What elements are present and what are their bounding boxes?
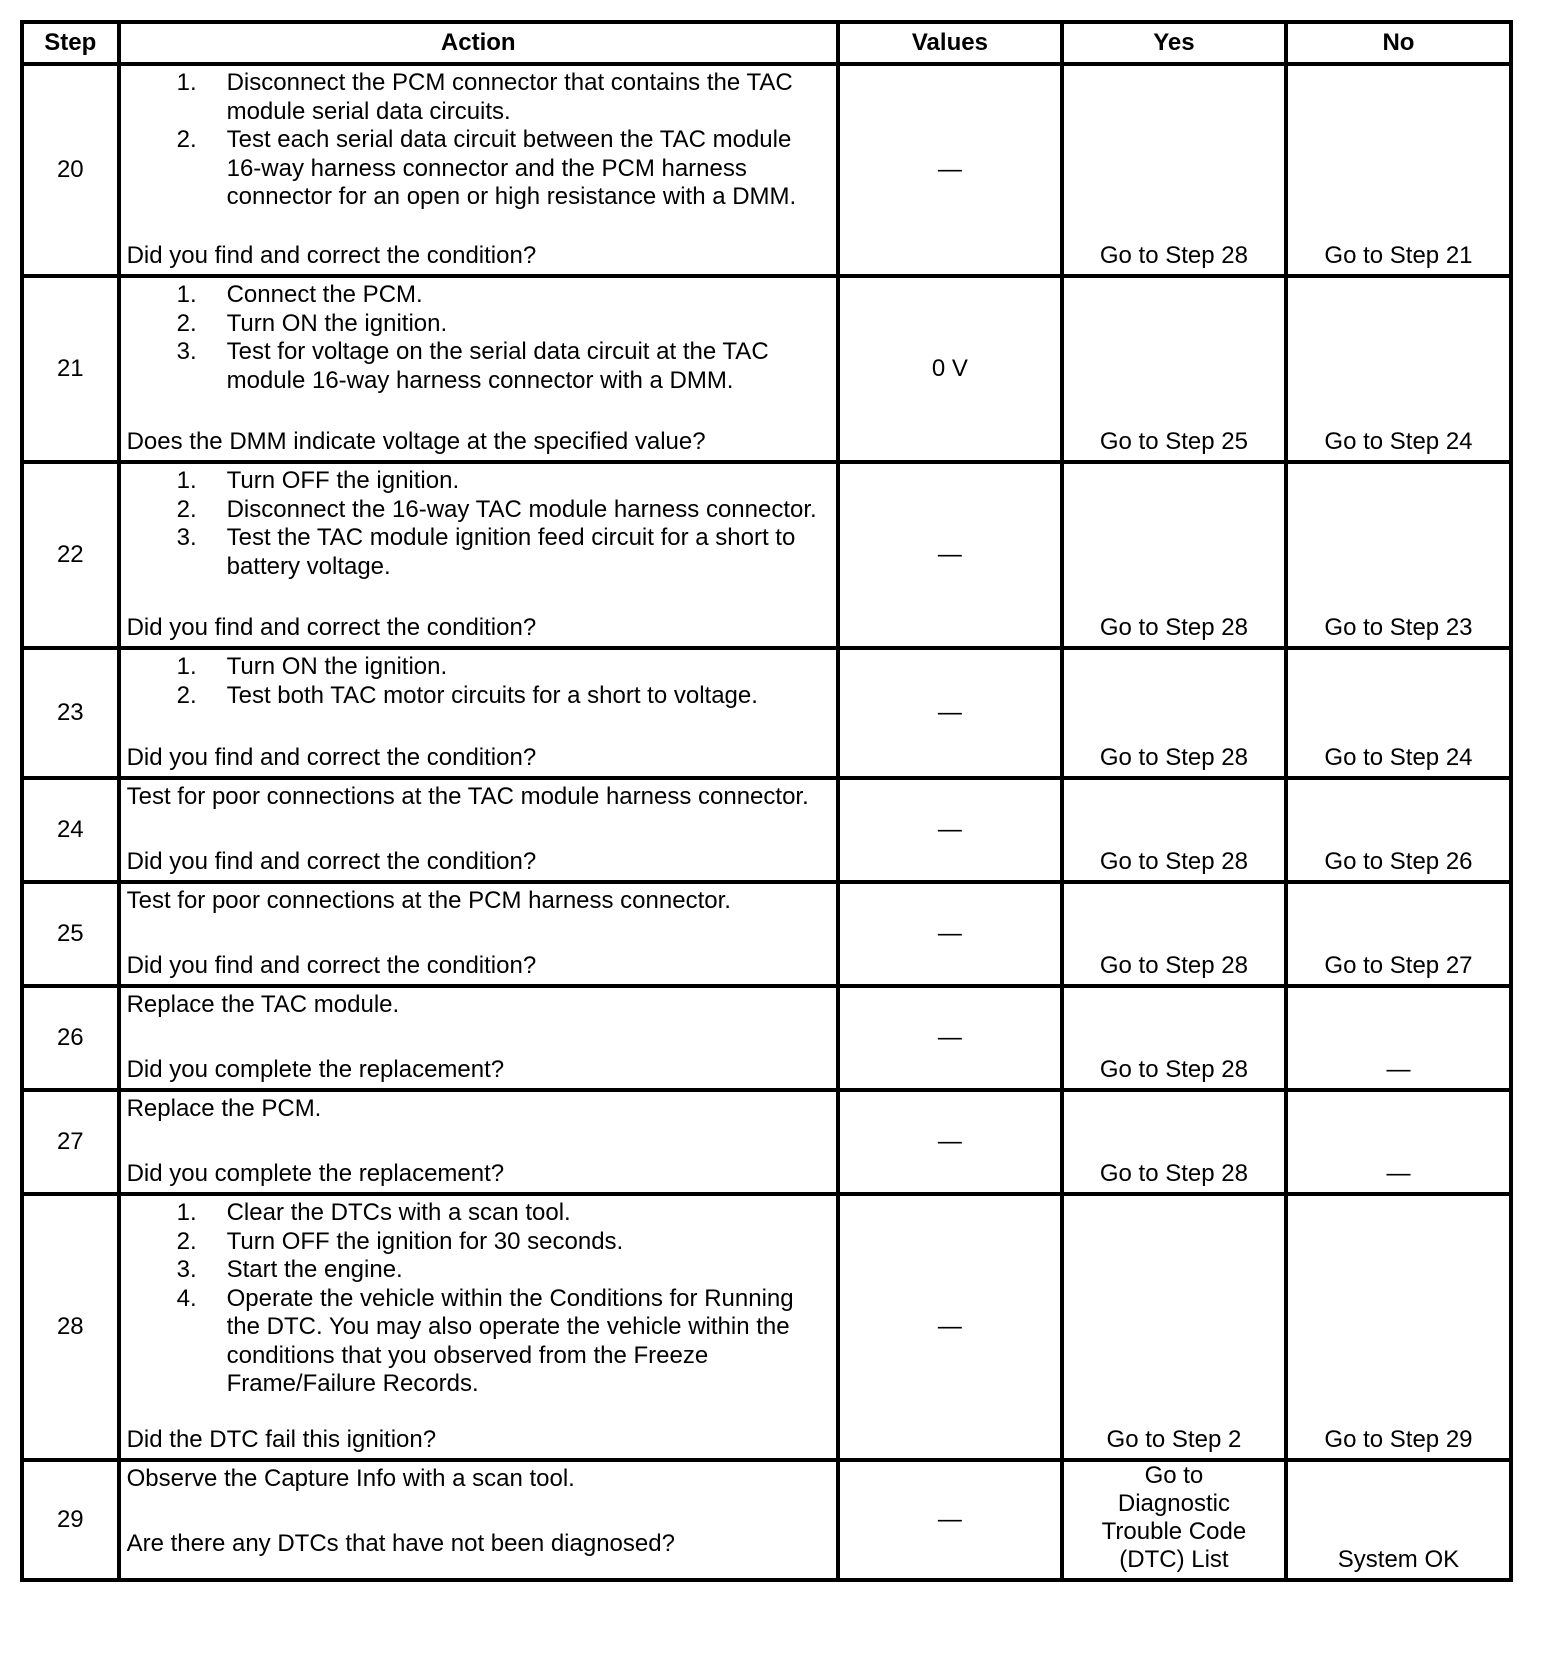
step-number: 22 (22, 462, 119, 648)
value-cell: — (838, 778, 1062, 882)
step-number: 26 (22, 986, 119, 1090)
value-cell: 0 V (838, 276, 1062, 462)
action-step-number: 2. (176, 1227, 197, 1255)
action-cell (119, 276, 838, 462)
action-steps-list (127, 467, 830, 581)
header-no: No (1286, 22, 1511, 64)
action-cell (119, 462, 838, 648)
action-step-text: Test both TAC motor circuits for a short to voltage. (226, 681, 758, 709)
table-row (22, 1194, 1511, 1460)
action-step-text: Operate the vehicle within the Conditions for Running the DTC. You may also operate the vehicle within the conditions that you observed from the Freeze Frame/Failure Records. (226, 1284, 794, 1397)
action-question: Does the DMM indicate voltage at the specified value? (126, 428, 706, 455)
action-step-text: Turn ON the ignition. (226, 653, 448, 680)
action-question: Did the DTC fail this ignition? (126, 1426, 437, 1453)
table-row (22, 882, 1511, 986)
action-step-number: 4. (176, 1284, 197, 1312)
action-step-item (127, 467, 830, 496)
action-step-number: 2. (176, 309, 197, 337)
table-row (22, 648, 1511, 778)
header-step: Step (22, 22, 119, 64)
header-yes: Yes (1062, 22, 1286, 64)
action-step-item (127, 310, 830, 339)
yes-cell: Go to Step 28 (1062, 778, 1286, 882)
value-cell: — (838, 462, 1062, 648)
yes-cell: Go to Step 28 (1062, 462, 1286, 648)
step-number: 27 (22, 1090, 119, 1194)
action-question: Did you complete the replacement? (126, 1160, 505, 1187)
action-step-item (127, 1228, 830, 1257)
action-text: Test for poor connections at the PCM harness connector. (126, 887, 731, 914)
value-cell: — (838, 648, 1062, 778)
action-step-text: Turn ON the ignition. (226, 309, 448, 337)
step-number: 28 (22, 1194, 119, 1460)
action-text: Replace the PCM. (126, 1095, 322, 1122)
action-step-text: Disconnect the PCM connector that contains the TAC module serial data circuits. (226, 69, 793, 125)
action-step-number: 2. (176, 495, 197, 523)
yes-cell: Go to Step 28 (1062, 882, 1286, 986)
step-number: 29 (22, 1460, 119, 1580)
step-number: 23 (22, 648, 119, 778)
no-cell: System OK (1286, 1460, 1511, 1580)
action-step-text: Test for voltage on the serial data circuit at the TAC module 16-way harness connector with a DMM. (226, 338, 769, 394)
action-step-text: Start the engine. (226, 1256, 403, 1283)
action-step-number: 1. (176, 653, 197, 680)
yes-cell: Go to Step 28 (1062, 1090, 1286, 1194)
action-step-number: 1. (176, 467, 197, 494)
header-row (22, 22, 1511, 64)
no-cell: Go to Step 23 (1286, 462, 1511, 648)
action-step-item (127, 653, 830, 682)
action-step-item (127, 338, 830, 395)
action-question: Did you find and correct the condition? (126, 744, 537, 771)
table-row (22, 1090, 1511, 1194)
action-step-item (127, 524, 830, 581)
action-step-item (127, 1285, 830, 1399)
action-question: Did you find and correct the condition? (126, 848, 537, 875)
action-cell (119, 648, 838, 778)
step-number: 21 (22, 276, 119, 462)
action-step-item (127, 1256, 830, 1285)
action-step-number: 1. (176, 281, 197, 308)
action-cell (119, 1194, 838, 1460)
table-row (22, 986, 1511, 1090)
table-row (22, 778, 1511, 882)
action-step-text: Turn OFF the ignition for 30 seconds. (226, 1227, 624, 1255)
value-cell: — (838, 1460, 1062, 1580)
action-cell (119, 986, 838, 1090)
action-step-text: Connect the PCM. (226, 281, 423, 308)
action-step-text: Turn OFF the ignition. (226, 467, 460, 494)
value-cell: — (838, 64, 1062, 276)
action-steps-list (127, 653, 830, 710)
action-question: Are there any DTCs that have not been diagnosed? (126, 1530, 675, 1557)
action-steps-list (127, 69, 830, 212)
action-step-item (127, 682, 830, 711)
action-step-item (127, 281, 830, 310)
action-step-item (127, 69, 830, 126)
action-step-number: 1. (176, 69, 197, 96)
table-row (22, 276, 1511, 462)
action-step-number: 3. (176, 524, 197, 551)
no-cell: Go to Step 27 (1286, 882, 1511, 986)
no-cell: Go to Step 24 (1286, 648, 1511, 778)
action-steps-list (127, 1199, 830, 1399)
yes-cell: Go to Step 28 (1062, 986, 1286, 1090)
action-text: Observe the Capture Info with a scan tool. (126, 1465, 575, 1492)
no-cell: — (1286, 986, 1511, 1090)
yes-cell: Go to Step 25 (1062, 276, 1286, 462)
no-cell: Go to Step 29 (1286, 1194, 1511, 1460)
step-number: 24 (22, 778, 119, 882)
action-step-number: 2. (176, 126, 197, 153)
table-row (22, 462, 1511, 648)
action-step-number: 3. (176, 338, 197, 365)
action-step-number: 1. (176, 1199, 197, 1226)
action-step-item (127, 496, 830, 525)
action-step-number: 3. (176, 1256, 197, 1283)
action-cell (119, 882, 838, 986)
action-question: Did you complete the replacement? (126, 1056, 505, 1083)
no-cell: Go to Step 21 (1286, 64, 1511, 276)
no-cell: — (1286, 1090, 1511, 1194)
table-row (22, 1460, 1511, 1580)
value-cell: — (838, 1194, 1062, 1460)
action-steps-list (127, 281, 830, 395)
header-values: Values (838, 22, 1062, 64)
step-number: 25 (22, 882, 119, 986)
action-cell (119, 1460, 838, 1580)
action-text: Replace the TAC module. (126, 991, 400, 1018)
no-cell: Go to Step 26 (1286, 778, 1511, 882)
action-step-text: Clear the DTCs with a scan tool. (226, 1199, 571, 1226)
yes-cell: Go to Diagnostic Trouble Code (DTC) List (1062, 1460, 1286, 1580)
action-step-item (127, 126, 830, 212)
header-action: Action (119, 22, 838, 64)
value-cell: — (838, 986, 1062, 1090)
action-question: Did you find and correct the condition? (126, 614, 537, 641)
action-cell (119, 64, 838, 276)
action-step-text: Disconnect the 16-way TAC module harness connector. (226, 495, 817, 523)
action-step-text: Test the TAC module ignition feed circuit for a short to battery voltage. (226, 524, 796, 580)
action-question: Did you find and correct the condition? (126, 952, 537, 979)
yes-cell: Go to Step 2 (1062, 1194, 1286, 1460)
action-text: Test for poor connections at the TAC module harness connector. (126, 783, 809, 810)
action-question: Did you find and correct the condition? (126, 242, 537, 269)
value-cell: — (838, 882, 1062, 986)
action-cell (119, 1090, 838, 1194)
value-cell: — (838, 1090, 1062, 1194)
yes-cell: Go to Step 28 (1062, 64, 1286, 276)
action-step-number: 2. (176, 681, 197, 709)
diagnostic-table (20, 20, 1513, 1582)
step-number: 20 (22, 64, 119, 276)
no-cell: Go to Step 24 (1286, 276, 1511, 462)
table-row (22, 64, 1511, 276)
action-cell (119, 778, 838, 882)
yes-cell: Go to Step 28 (1062, 648, 1286, 778)
action-step-text: Test each serial data circuit between the TAC module 16-way harness connector and the PCM harness connector for an open or high resistance with a DMM. (226, 126, 797, 210)
action-step-item (127, 1199, 830, 1228)
